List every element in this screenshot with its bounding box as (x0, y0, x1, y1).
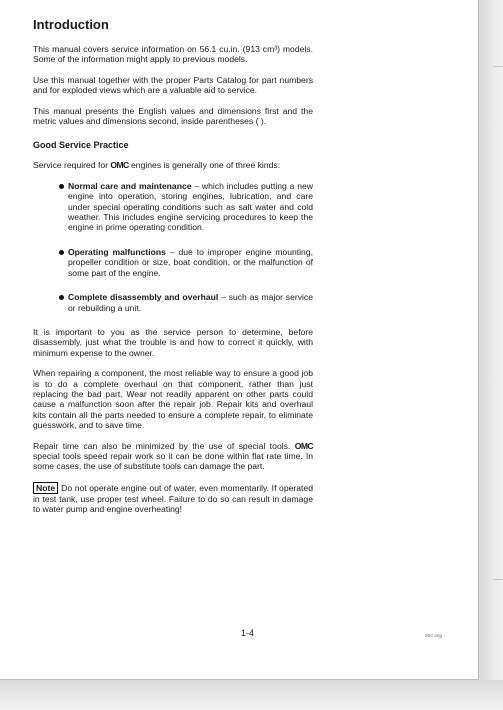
list-item-text: – such as major service or rebuilding a unit. (68, 292, 314, 313)
bullet-icon (59, 250, 64, 255)
edge-mark (493, 579, 503, 580)
list-item-label: Operating malfunctions (68, 246, 166, 257)
intro-paragraph-2: Use this manual together with the proper Parts Catalog for part numbers and for exploded views which are a valuable aid to service. (33, 74, 313, 96)
service-line-before: Service required for (33, 160, 111, 171)
list-item (59, 181, 313, 233)
body-paragraph-2: When repairing a component, the most reliable way to ensure a good job is to do a complete overhaul on that component, rather than just replacing the bad part. Wear not readily apparent on other parts could cause a malfunction soon after the repair job. Repair kits and overhaul kits contain all the parts needed to ensure a complete repair, to eliminate guesswork, and to save time. (33, 368, 313, 431)
list-item-text: – which includes putting a new engine into operation, storing engines, lubrication, and care under special operating conditions such as salt water and cold weather. This includes engine servicing procedures to keep the engine in prime operating condition. (68, 180, 313, 233)
note-text: Do not operate engine out of water, even momentarily. If operated in test tank, use proper test wheel. Failure to do so can result in damage to water pump and engine overheating! (33, 482, 313, 515)
page-bottom-shadow (0, 680, 503, 710)
service-line-after: engines is generally one of three kinds: (128, 160, 281, 171)
omc-brand-text: OMC (110, 160, 129, 171)
body-paragraph-1: It is important to you as the service person to determine, before disassembly, just what the trouble is and how to correct it quickly, with minimum expense to the owner. (33, 326, 313, 358)
page-content (33, 18, 313, 525)
intro-paragraph-3: This manual presents the English values and dimensions first and the metric values and dimensions second, inside parentheses ( ). (33, 105, 313, 127)
list-item-text: – due to improper engine mounting, propeller condition or size, boat condition, or the malfunction of some part of the engine. (68, 246, 313, 278)
note-label: Note (33, 482, 58, 494)
page-number: 1-4 (241, 628, 255, 638)
service-line (33, 160, 313, 170)
tools-paragraph-first: Repair time can also be minimized by the use of special tools. (33, 440, 295, 451)
page-title: Introduction (33, 17, 109, 32)
section-heading: Good Service Practice (33, 140, 129, 151)
bullet-icon (59, 184, 64, 189)
list-item (59, 292, 313, 313)
intro-paragraph-1: This manual covers service information on 56.1 cu.in. (913 cm³) models. Some of the information might apply to previous models. (33, 44, 313, 65)
bullet-icon (59, 295, 64, 300)
note-paragraph (33, 482, 313, 515)
tools-paragraph (33, 441, 313, 472)
list-item (59, 247, 313, 278)
edge-mark (493, 66, 503, 67)
footer-code: 56C eng (425, 633, 443, 638)
page-edge-shadow (479, 0, 503, 710)
service-kinds-list (33, 181, 313, 313)
omc-brand-text: OMC (294, 440, 313, 451)
tools-paragraph-rest: special tools speed repair work so it can be done within flat rate time. In some cases, the use of substitute tools can damage the part. (33, 450, 313, 472)
list-item-label: Normal care and maintenance (68, 180, 192, 191)
list-item-label: Complete disassembly and overhaul (68, 292, 219, 303)
